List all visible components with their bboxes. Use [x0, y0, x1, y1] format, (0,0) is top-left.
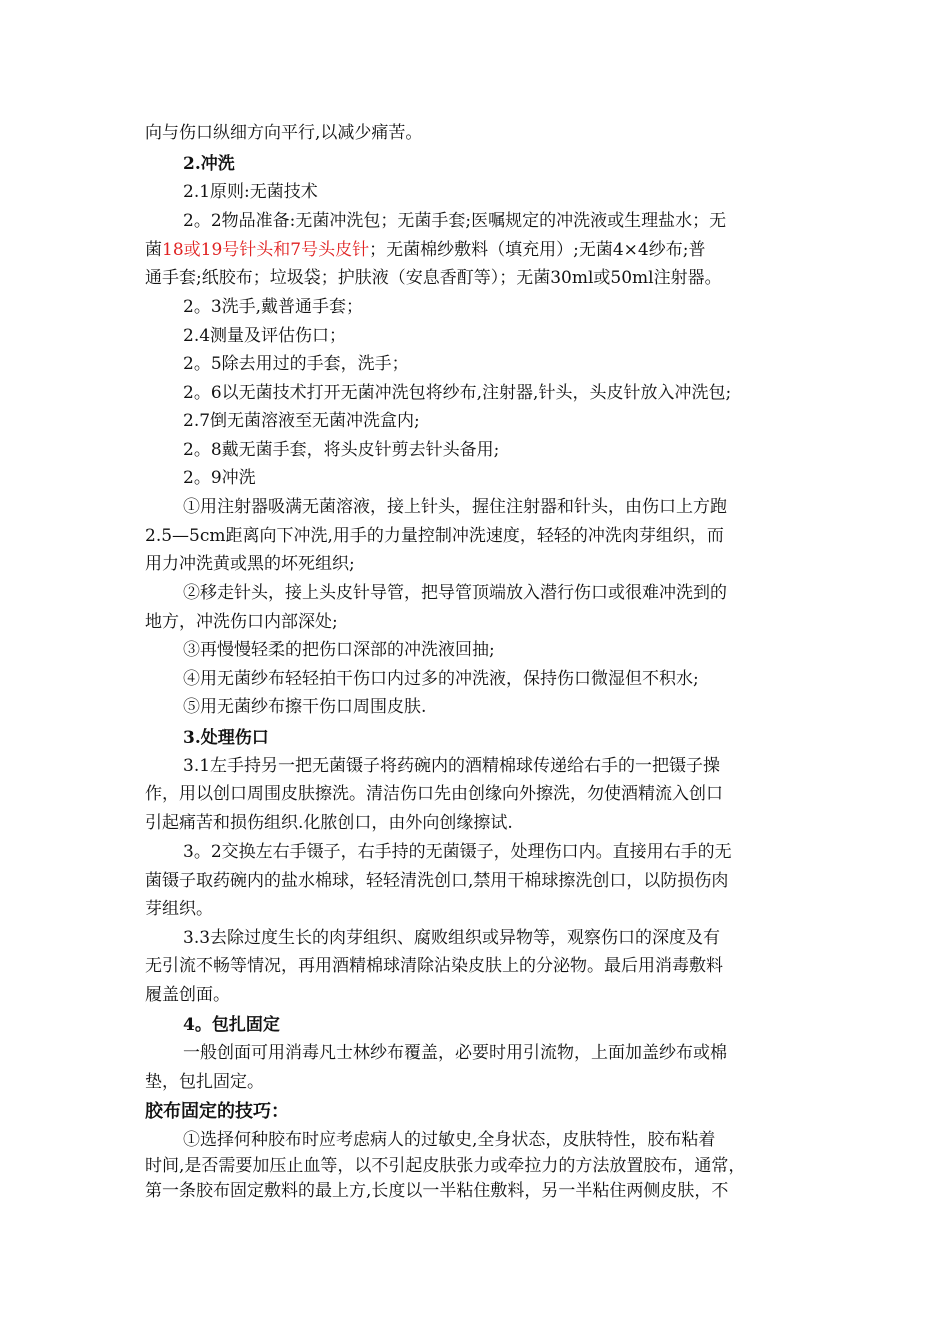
text-line: 第一条胶布固定敷料的最上方,长度以一半粘住敷料，另一半粘住两侧皮肤，不	[145, 1181, 729, 1201]
text-line: 2。8戴无菌手套，将头皮针剪去针头备用;	[183, 440, 500, 460]
text-line: 通手套;纸胶布；垃圾袋；护肤液（安息香酊等）；无菌30ml或50ml注射器。	[145, 268, 722, 288]
text-line: ①用注射器吸满无菌溶液，接上针头，握住注射器和针头，由伤口上方跑	[183, 497, 727, 517]
text-line: 时间,是否需要加压止血等，以不引起皮肤张力或牵拉力的方法放置胶布，通常，	[145, 1156, 746, 1176]
section-heading: 3.处理伤口	[183, 728, 269, 748]
text-line: 垫，包扎固定。	[145, 1072, 264, 1092]
text-line: 芽组织。	[145, 899, 213, 919]
text-line: 履盖创面。	[145, 985, 230, 1005]
text-line: 2。2物品准备:无菌冲洗包；无菌手套;医嘱规定的冲洗液或生理盐水；无	[183, 211, 727, 231]
text-span: 菌	[145, 240, 162, 260]
text-line: 2.4测量及评估伤口；	[183, 326, 347, 346]
text-line: ②移走针头，接上头皮针导管，把导管顶端放入潜行伤口或很难冲洗到的	[183, 583, 727, 603]
text-line: 菌镊子取药碗内的盐水棉球，轻轻清洗创口,禁用干棉球擦洗创口，以防损伤肉	[145, 871, 729, 891]
section-heading: 2.冲洗	[183, 154, 235, 174]
text-span: ；无菌棉纱敷料（填充用）;无菌4×4纱布;普	[369, 240, 706, 260]
text-line: 用力冲洗黄或黑的坏死组织;	[145, 554, 355, 574]
text-line: 2。3洗手,戴普通手套；	[183, 297, 364, 317]
text-line: 3.1左手持另一把无菌镊子将药碗内的酒精棉球传递给右手的一把镊子操	[183, 756, 721, 776]
text-line: 2。5除去用过的手套，洗手；	[183, 354, 409, 374]
text-line: ④用无菌纱布轻轻拍干伤口内过多的冲洗液，保持伤口微湿但不积水;	[183, 669, 699, 689]
text-line: 2.5—5cm距离向下冲洗,用手的力量控制冲洗速度，轻轻的冲洗肉芽组织，而	[145, 526, 724, 546]
highlighted-text: 18或19号针头和7号头皮针	[162, 240, 370, 260]
text-line: ①选择何种胶布时应考虑病人的过敏史,全身状态，皮肤特性，胶布粘着	[183, 1130, 716, 1150]
text-line: 2。6以无菌技术打开无菌冲洗包将纱布,注射器,针头，头皮针放入冲洗包;	[183, 383, 732, 403]
text-line: 无引流不畅等情况，再用酒精棉球清除沾染皮肤上的分泌物。最后用消毒敷料	[145, 956, 723, 976]
text-line: ③再慢慢轻柔的把伤口深部的冲洗液回抽;	[183, 640, 495, 660]
text-line: 引起痛苦和损伤组织.化脓创口，由外向创缘擦试.	[145, 813, 513, 833]
text-line: 3。2交换左右手镊子，右手持的无菌镊子，处理伤口内。直接用右手的无	[183, 842, 732, 862]
text-line: 一般创面可用消毒凡士林纱布覆盖，必要时用引流物，上面加盖纱布或棉	[183, 1043, 727, 1063]
section-heading: 4。包扎固定	[183, 1015, 280, 1035]
text-line: 3.3去除过度生长的肉芽组织、腐败组织或异物等，观察伤口的深度及有	[183, 928, 721, 948]
text-line: 地方，冲洗伤口内部深处;	[145, 612, 338, 632]
text-line: 作，用以创口周围皮肤擦洗。清洁伤口先由创缘向外擦洗，勿使酒精流入创口	[145, 784, 723, 804]
text-line	[145, 238, 705, 262]
subsection-heading: 胶布固定的技巧：	[145, 1101, 289, 1122]
text-line: 2.1原则:无菌技术	[183, 182, 318, 202]
text-line: ⑤用无菌纱布擦干伤口周围皮肤.	[183, 697, 427, 717]
text-line: 2.7倒无菌溶液至无菌冲洗盒内;	[183, 411, 420, 431]
text-line: 向与伤口纵细方向平行,以减少痛苦。	[145, 123, 423, 143]
text-line: 2。9冲洗	[183, 468, 256, 488]
